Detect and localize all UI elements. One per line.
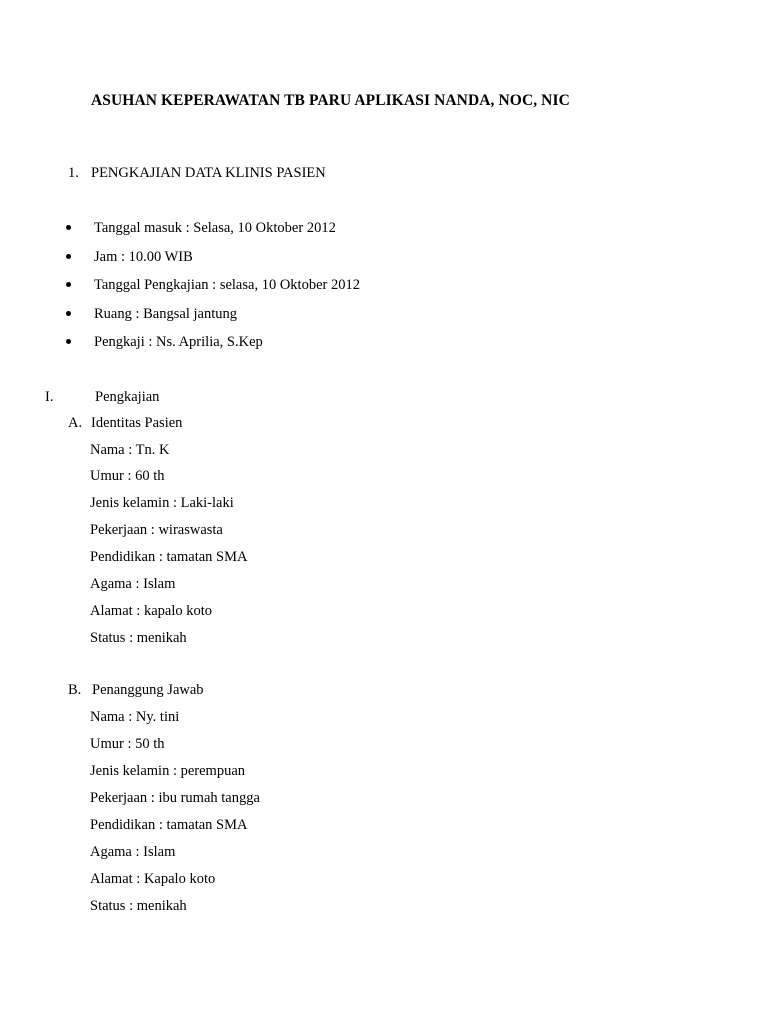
- subsection-heading: Identitas Pasien: [91, 415, 183, 431]
- bullet-dot: [66, 225, 71, 230]
- patient-field: Agama : Islam: [90, 576, 176, 592]
- bullet-item: Tanggal Pengkajian : selasa, 10 Oktober 2012: [94, 277, 360, 293]
- part-heading: Pengkajian: [95, 389, 160, 405]
- patient-field: Nama : Tn. K: [90, 442, 170, 458]
- bullet-dot: [66, 254, 71, 259]
- guardian-field: Alamat : Kapalo koto: [90, 871, 216, 887]
- guardian-field: Status : menikah: [90, 898, 187, 914]
- section-number: 1.: [68, 165, 79, 181]
- document-title: ASUHAN KEPERAWATAN TB PARU APLIKASI NANDA, NOC, NIC: [91, 92, 570, 109]
- guardian-field: Jenis kelamin : perempuan: [90, 763, 246, 779]
- bullet-dot: [66, 339, 71, 344]
- guardian-field: Umur : 50 th: [90, 736, 165, 752]
- subsection-letter: B.: [68, 682, 82, 698]
- bullet-dot: [66, 282, 71, 287]
- part-number: I.: [45, 389, 54, 405]
- section-heading: PENGKAJIAN DATA KLINIS PASIEN: [91, 165, 326, 181]
- bullet-item: Tanggal masuk : Selasa, 10 Oktober 2012: [94, 220, 336, 236]
- patient-field: Jenis kelamin : Laki-laki: [90, 495, 234, 511]
- bullet-item: Ruang : Bangsal jantung: [94, 306, 237, 322]
- patient-field: Pendidikan : tamatan SMA: [90, 549, 248, 565]
- guardian-field: Pekerjaan : ibu rumah tangga: [90, 790, 260, 806]
- guardian-field: Nama : Ny. tini: [90, 709, 180, 725]
- patient-field: Status : menikah: [90, 630, 187, 646]
- patient-field: Umur : 60 th: [90, 468, 165, 484]
- guardian-field: Pendidikan : tamatan SMA: [90, 817, 248, 833]
- bullet-dot: [66, 311, 71, 316]
- patient-field: Alamat : kapalo koto: [90, 603, 213, 619]
- guardian-field: Agama : Islam: [90, 844, 176, 860]
- patient-field: Pekerjaan : wiraswasta: [90, 522, 223, 538]
- subsection-heading: Penanggung Jawab: [92, 682, 204, 698]
- bullet-item: Jam : 10.00 WIB: [94, 249, 193, 265]
- subsection-letter: A.: [68, 415, 83, 431]
- bullet-item: Pengkaji : Ns. Aprilia, S.Kep: [94, 334, 263, 350]
